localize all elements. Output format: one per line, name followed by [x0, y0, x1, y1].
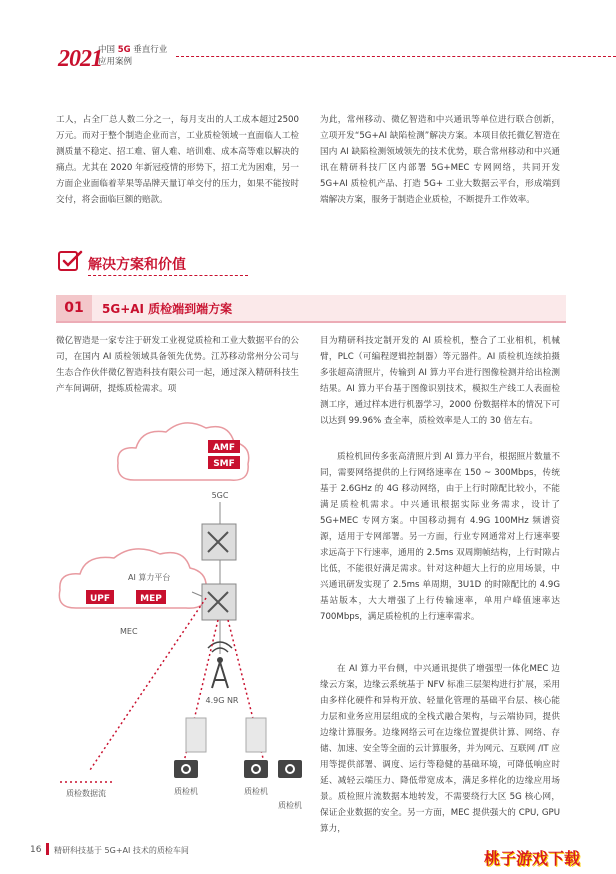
- body-left-paragraph: 微亿智造是一家专注于研发工业视觉质检和工业大数据平台的公司，在国内 AI 质检领域具备领先优势。江苏移动常州分公司与生态合作伙伴微亿智造科技有限公司一起，通过深入精研科技生产车间调研，提炼质检需求。项: [56, 336, 299, 394]
- footer-title: 精研科技基于 5G+AI 技术的质检车间: [54, 846, 189, 855]
- subsection-bar: [56, 321, 566, 323]
- header-divider: [176, 56, 616, 57]
- upf-label: UPF: [89, 594, 111, 604]
- section-heading: [56, 248, 586, 278]
- checklist-icon: [56, 248, 84, 274]
- title-5g: 5G: [117, 45, 131, 55]
- camera-icon-2: [244, 760, 268, 778]
- page-number: 16: [30, 845, 42, 855]
- network-diagram: [56, 398, 306, 818]
- machine-icon-1: [186, 718, 206, 752]
- camera-icon-1: [174, 760, 198, 778]
- title-line2: 应用案例: [98, 57, 133, 67]
- smf-label: SMF: [213, 459, 235, 469]
- core-label: 5GC: [211, 491, 229, 500]
- camera-icon-3: [278, 760, 302, 778]
- camera-label-2: 质检机: [244, 787, 268, 796]
- legend-label: 质检数据流: [66, 789, 106, 798]
- body-right-paragraph-2: 质检机回传多张高清照片到 AI 算力平台，根据照片数量不同，需要网络提供的上行网络速率在 150 ~ 300Mbps，传统基于 2.6GHz 的 4G 移动网络，由于上行时隙配比较小，不能满足质检机需求。中兴通讯根据实际业务需求，设计了 5G+MEC 专网方案。中国移动拥有 4.9G 100MHz 频谱资源，适用于专网部署。另一方面，行业专网通常对上行速率要求远高于下行速率，通用的 2.5ms 双周期帧结构，上行时隙占比低，不能很好满足需求。针对这种超大上行的应用场景，中兴通讯研发实现了 2.5ms 单周期，3U1D 的时隙配比的 4.9G 基站版本，大大增强了上行传输速率，单用户峰值速率达 700Mbps，满足质检机的上行速率需求。: [320, 452, 560, 622]
- body-right-paragraph-1: 目为精研科技定制开发的 AI 质检机，整合了工业相机，机械臂，PLC（可编程逻辑控制器）等元器件。AI 质检机连续拍摄多张超高清照片，传输到 AI 算力平台进行图像检测并给出检测结果。AI 算力平台基于图像识别技术，模拟生产线工人表面检测工序，通过样本进行机器学习，2000 份数据样本的情况下可以达到 99.96% 查全率，质检效率是人工的 30 倍左右。: [320, 336, 560, 426]
- amf-label: AMF: [212, 443, 236, 453]
- mep-label: MEP: [140, 594, 162, 604]
- footer-separator: [46, 843, 49, 855]
- intro-right-paragraph: 为此，常州移动、微亿智造和中兴通讯等单位进行联合创新，立项开发“5G+AI 缺陷检测”解决方案。本项目依托微亿智造在国内 AI 缺陷检测领域领先的技术优势，联合常州移动和中兴通讯在精研科技厂区内部署 5G+MEC 专网网络，共同开发 5G+AI 质检机产品、打造 5G+ 工业大数据云平台，形成端到端解决方案，服务于制造企业质检，不断提升工作效率。: [320, 115, 560, 205]
- year-logo: 2021: [58, 46, 102, 72]
- publication-title: [98, 44, 167, 68]
- section-underline: [88, 275, 248, 276]
- intro-left-paragraph: 工人，占全厂总人数二分之一，每月支出的人工成本超过2500 万元。而对于整个制造企业而言，工业质检领域一直面临人工检测质量不稳定、招工难、留人难、培训难、成本高等难以解决的痛点。尤其在 2020 年新冠疫情的形势下，招工尤为困难，另一方面企业面临着苹果等品牌天量订单交付的压力，如果不能按时交付，将会面临巨额的赔款。: [56, 115, 299, 205]
- watermark: 桃子游戏下载: [484, 849, 581, 868]
- core-router-icon: [202, 524, 236, 560]
- subsection-number: 01: [56, 295, 92, 321]
- camera-label-1: 质检机: [174, 787, 198, 796]
- edge-router-icon: [202, 584, 236, 620]
- subsection-banner: [56, 295, 566, 321]
- camera-label-3: 质检机: [278, 801, 302, 810]
- machine-icon-2: [246, 718, 266, 752]
- base-station-icon: [208, 620, 232, 688]
- title-prefix: 中国: [98, 45, 118, 55]
- subsection-title: 5G+AI 质检端到端方案: [102, 302, 233, 316]
- title-suffix: 垂直行业: [130, 45, 168, 55]
- ai-platform-label: AI 算力平台: [128, 573, 171, 582]
- section-title: 解决方案和价值: [88, 257, 186, 273]
- body-right-paragraph-3: 在 AI 算力平台侧，中兴通讯提供了增强型一体化MEC 边缘云方案，边缘云系统基于 NFV 标准三层架构进行扩展，采用由多样化硬件和异构开放、轻量化管理的基础平台层、核心能力层和业务应用层组成的全栈式融合架构，与云端协同，提供边缘计算服务。边缘网络云可在边缘位置提供计算、网络、存储、加速、安全等全面的云计算服务，并为网元、互联网 /IT 应用等提供部署、调度、运行等稳健的基础环境，可降低响应时延、减轻云端压力、降低带宽成本，满足多样化的边缘应用场景。质检照片流数据本地转发，不需要绕行大区 5G 核心网，保证企业数据的安全。另一方面，MEC 提供强大的 CPU, GPU 算力，: [320, 664, 560, 834]
- mec-label: MEC: [120, 627, 138, 636]
- bs-label: 4.9G NR: [205, 696, 239, 705]
